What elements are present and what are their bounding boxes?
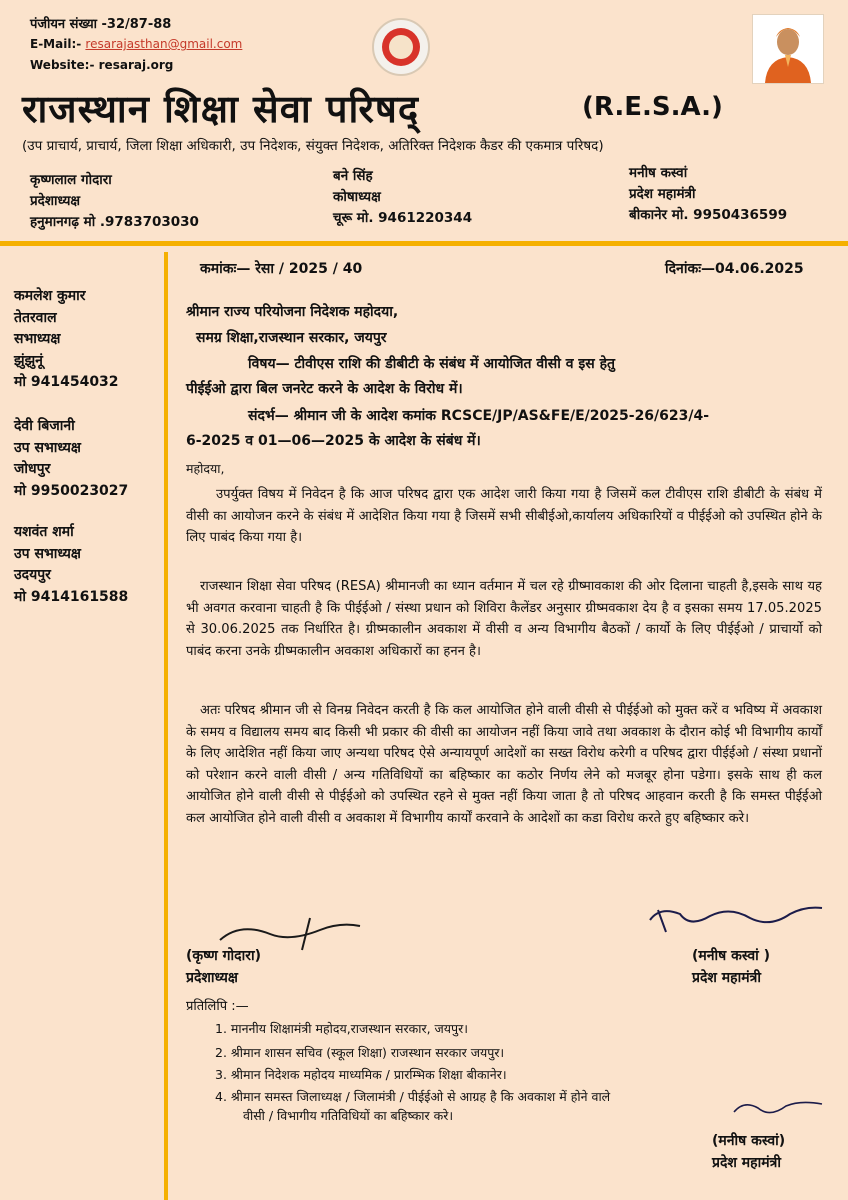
registration-number: पंजीयन संख्या -32/87-88 [30,17,172,32]
officer-president [30,170,199,233]
member-line: उप सभाध्यक्ष [14,439,81,456]
email-link[interactable]: resarajasthan@gmail.com [85,37,243,51]
website-label: Website:- [30,58,95,72]
reference-line-1: संदर्भ— श्रीमान जी के आदेश कमांक RCSCE/JP/AS&FE/E/2025-26/623/4- [248,408,710,424]
organization-subtitle: (उप प्राचार्य, प्राचार्य, जिला शिक्षा अधिकारी, उप निदेशक, संयुक्त निदेशक, अतिरिक्त निदेशक कैडर की एकमात्र परिषद) [22,138,604,154]
member-line: मो 9414161588 [14,588,129,605]
signatory-president [186,945,261,989]
header-divider [0,241,848,246]
portrait-image [752,14,824,84]
organization-logo [372,18,430,76]
recipient-line-2: समग्र शिक्षा,राजस्थान सरकार, जयपुर [196,330,387,346]
signatory-post: प्रदेशाध्यक्ष [186,970,238,986]
signatory-name: (कृष्ण गोदारा) [186,948,261,964]
paragraph-1: उपर्युक्त विषय में निवेदन है कि आज परिषद द्वारा एक आदेश जारी किया गया है जिसमें कल टीवीएस राशि डीबीटी के संबंध में वीसी का आयोजन करने के संबंध में आदेशित किया गया है जिसमें सभी सीबीईओ,कार्यालय अधिकारियों व पीईईओ को उपस्थित होने के लिए पाबंद किया गया है। [186,487,822,545]
recipient-line-1: श्रीमान राज्य परियोजना निदेशक महोदया, [186,304,399,320]
website-line [30,58,173,72]
sidebar-member-vice-chairman-2 [14,522,128,608]
copy-item-continued: वीसी / विभागीय गतिविधियों का बहिष्कार करे। [243,1108,454,1123]
signatory-bottom [712,1130,785,1174]
copy-item: 3. श्रीमान निदेशक महोदय माध्यमिक / प्रारम्भिक शिक्षा बीकानेर। [215,1067,507,1082]
copy-to-label: प्रतिलिपि :— [186,999,249,1014]
member-line: उप सभाध्यक्ष [14,545,81,562]
signatory-name: (मनीष कस्वां) [712,1133,786,1149]
email-label: E-Mail:- [30,37,82,51]
member-line: यशवंत शर्मा [14,524,74,540]
portrait-icon [753,15,823,83]
signatory-name: (मनीष कस्वां ) [692,948,771,964]
reference-number: कमांकः— रेसा / 2025 / 40 [200,261,363,277]
subject-line-2: पीईईओ द्वारा बिल जनरेट करने के आदेश के विरोध में। [186,381,463,397]
salutation: महोदया, [186,461,225,476]
letter-date: दिनांकः—04.06.2025 [665,261,804,277]
officer-post: कोषाध्यक्ष [333,189,381,205]
copy-item: 4. श्रीमान समस्त जिलाध्यक्ष / जिलामंत्री / पीईईओ से आग्रह है कि अवकाश में होने वाले [215,1089,611,1104]
sidebar-member-chairman [14,286,119,394]
officer-post: प्रदेशाध्यक्ष [30,193,81,209]
signature-general-secretary [640,898,830,940]
organization-title-english: (R.E.S.A.) [582,92,723,122]
paragraph-3: अतः परिषद श्रीमान जी से विनम्र निवेदन करती है कि कल आयोजित होने वाली वीसी से पीईईओ को मुक्त करें व भविष्य में अवकाश के समय व विद्यालय समय बाद किसी भी प्रकार की वीसी का आयोजन नहीं किया जावे तथा अवकाश के दौरान कोई भी विभागीय कार्यों के लिए आदेशित नहीं किया जाए अन्यथा परिषद ऐसे अन्यायपूर्ण आदेशों का सख्त विरोध करेगी व परिषद द्वारा पीईईओ / संस्था प्रधानों को परेशान करने वाली वीसी / अन्य गतिविधियों का बहिष्कार का कठोर निर्णय लेने को मजबूर होना पडेगा। इसके साथ ही कल आयोजित होने वाली वीसी से पीईईओ को उपस्थित रहने से मुक्त नहीं किया जाता है तो परिषद आहवान करती है कि समस्त पीईईओ कल आयोजित होने वाली वीसी व अवकाश में विभागीय कार्यों करवाने के आदेशों का कडा विरोध करते हुए बहिष्कार करे। [186,703,822,826]
member-line: जोधपुर [14,461,51,477]
copy-item: 1. माननीय शिक्षामंत्री महोदय,राजस्थान सरकार, जयपुर। [215,1021,468,1036]
sidebar-divider [164,252,168,1200]
member-line: देवी बिजानी [14,418,75,434]
subject [186,352,615,402]
email-line [30,37,242,51]
officer-treasurer [333,166,472,229]
subject-line-1: विषय— टीवीएस राशि की डीबीटी के संबंध में आयोजित वीसी व इस हेतु [248,356,615,372]
signatory-general-secretary [692,945,770,989]
officer-name: मनीष कस्वां [629,165,688,181]
signatory-post: प्रदेश महामंत्री [692,970,761,986]
website-link[interactable]: resaraj.org [98,58,174,72]
officer-name: बने सिंह [333,168,373,184]
signatory-post: प्रदेश महामंत्री [712,1155,781,1171]
member-line: सभाध्यक्ष [14,331,61,347]
copy-item: 2. श्रीमान शासन सचिव (स्कूल शिक्षा) राजस्थान सरकार जयपुर। [215,1045,505,1060]
officer-contact: बीकानेर मो. 9950436599 [629,207,788,223]
officer-post: प्रदेश महामंत्री [629,186,696,202]
reference [186,404,709,454]
logo-center [389,35,413,59]
reference-line-2: 6-2025 व 01—06—2025 के आदेश के संबंध में। [186,433,481,449]
officer-name: कृष्णलाल गोदारा [30,172,112,188]
officer-contact: चूरू मो. 9461220344 [333,210,473,226]
officer-contact: हनुमानगढ़ मो .9783703030 [30,214,199,230]
signature-bottom [728,1094,828,1124]
officer-general-secretary [629,163,787,226]
sidebar-member-vice-chairman-1 [14,416,128,502]
member-line: तेतरवाल [14,309,57,326]
member-line: झुंझुनूं [14,352,43,369]
member-line: मो 9950023027 [14,482,129,499]
member-line: मो 941454032 [14,374,119,390]
member-line: कमलेश कुमार [14,288,86,304]
paragraph-2: राजस्थान शिक्षा सेवा परिषद (RESA) श्रीमानजी का ध्यान वर्तमान में चल रहे ग्रीष्मावकाश की ओर दिलाना चाहती है,इसके साथ यह भी अवगत करवाना चाहती है कि पीईईओ / संस्था प्रधान को शिविरा कैलेंडर अनुसार ग्रीष्मवकाश देय है व इसका समय 17.05.2025 से 30.06.2025 तक निर्धारित है। ग्रीष्मकालीन अवकाश में वीसी व अन्य विभागीय बैठकों / कार्यो के लिए पीईईओ / प्राचार्यो को पाबंद करना उनके ग्रीष्मकालीन अवकाश अधिकारों का हनन है। [186,579,822,659]
organization-title-hindi: राजस्थान शिक्षा सेवा परिषद् [22,87,420,131]
member-line: उदयपुर [14,567,51,583]
